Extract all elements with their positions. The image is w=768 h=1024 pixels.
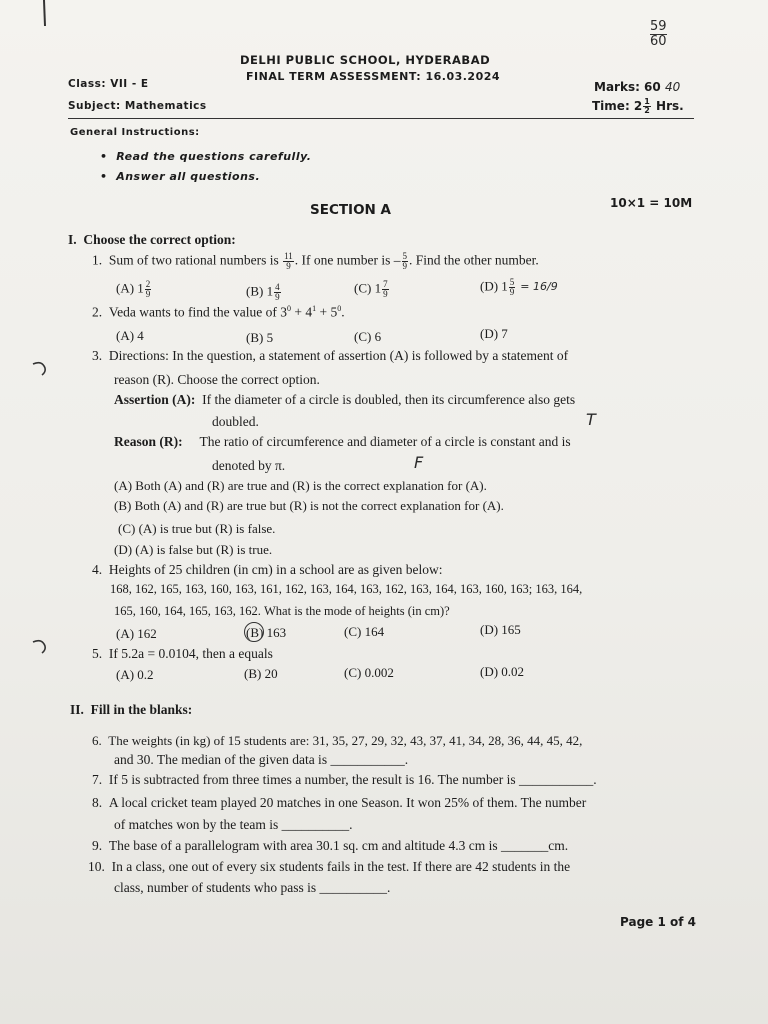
q2-exp-3: 0 — [337, 304, 342, 313]
q5-option-d: (D) 0.02 — [480, 664, 525, 679]
exam-title: FINAL TERM ASSESSMENT: 16.03.2024 — [246, 70, 501, 83]
q1-option-a-label: (A) 1 — [116, 280, 144, 296]
q1-option-c-num: 7 — [383, 279, 388, 289]
q2-option-a: (A) 4 — [116, 328, 144, 343]
q4-question-text: What is the mode of heights (in cm)? — [264, 604, 450, 618]
q1-frac-1-num: 11 — [284, 251, 293, 261]
time-line — [592, 98, 684, 115]
question-10 — [88, 859, 570, 875]
q3-option-a: (A) Both (A) and (R) are true and (R) is the correct explanation for (A). — [114, 478, 487, 493]
q10-num: 10. — [88, 859, 105, 874]
q9-text: The base of a parallelogram with area 30.1 sq. cm and altitude 4.3 cm is _______cm. — [108, 838, 569, 853]
question-7 — [92, 772, 597, 788]
q10-line-1: In a class, one out of every six students fails in the test. If there are 42 students in the — [111, 859, 571, 874]
margin-tick-mark — [30, 358, 52, 378]
q3-option-d: (D) (A) is false but (R) is true. — [114, 542, 273, 557]
q3-handwritten-false: F — [414, 453, 424, 472]
q2-text-2: + 4 — [290, 304, 313, 320]
q2-option-b: (B) 5 — [246, 330, 274, 345]
instruction-1: • Read the questions carefully. — [100, 150, 312, 163]
question-6 — [92, 733, 582, 749]
question-4 — [92, 562, 443, 578]
subject-label: Subject: Mathematics — [68, 100, 207, 112]
q1-option-c-den: 9 — [383, 289, 388, 299]
page-number: Page 1 of 4 — [620, 915, 696, 929]
q2-exp-2: 1 — [312, 304, 317, 313]
q2-text-4: . — [341, 304, 345, 320]
q8-line-2: of matches won by the team is __________. — [114, 817, 353, 832]
section-marks: 10×1 = 10M — [610, 196, 693, 210]
q4-data-line-2-values: 165, 160, 164, 165, 163, 162. — [114, 604, 261, 618]
marks-text: Marks: 60 — [594, 80, 661, 94]
q4-data-line-2 — [114, 604, 450, 619]
q1-num: 1. — [92, 252, 103, 268]
q1-option-a — [116, 280, 152, 299]
q6-num: 6. — [92, 733, 102, 748]
q3-assertion-label: Assertion (A): — [114, 392, 196, 407]
q1-text-a: Sum of two rational numbers is — [108, 252, 279, 268]
question-3 — [92, 348, 568, 364]
q1-frac-2-den: 9 — [402, 261, 408, 271]
q2-option-c: (C) 6 — [354, 329, 382, 344]
score-mark — [650, 20, 667, 49]
instruction-2: • Answer all questions. — [100, 170, 261, 183]
q5-option-b: (B) 20 — [244, 666, 278, 681]
q1-frac-2-num: 5 — [402, 251, 408, 261]
section-title: SECTION A — [310, 202, 392, 218]
q2-exp-1: 0 — [286, 304, 291, 313]
part-1-heading — [68, 232, 236, 248]
q1-option-a-frac — [145, 280, 152, 299]
q4-option-b-circle — [244, 622, 264, 642]
q1-option-d-den: 9 — [509, 287, 515, 297]
q1-text-c: . Find the other number. — [409, 252, 539, 268]
q1-frac-2 — [402, 252, 409, 271]
part-2-heading — [70, 702, 192, 718]
q6-line-2: and 30. The median of the given data is ___________. — [114, 752, 409, 767]
q1-option-c — [354, 280, 390, 299]
q8-num: 8. — [92, 795, 103, 810]
part-1-title: Choose the correct option: — [83, 232, 236, 247]
instruction-2-text: Answer all questions. — [116, 170, 261, 183]
q3-option-b: (B) Both (A) and (R) are true but (R) is not the correct explanation for (A). — [114, 498, 504, 513]
question-2 — [92, 304, 345, 321]
q5-text: If 5.2a = 0.0104, then a equals — [108, 646, 273, 661]
question-8 — [92, 795, 586, 811]
q8-line-1: A local cricket team played 20 matches in one Season. It won 25% of them. The number — [108, 795, 587, 810]
question-5 — [92, 646, 273, 662]
q1-text-b: . If one number is – — [294, 252, 401, 268]
q4-num: 4. — [92, 562, 103, 577]
q1-option-b — [246, 283, 282, 302]
q3-option-c: (C) (A) is true but (R) is false. — [118, 521, 276, 536]
q1-option-c-label: (C) 1 — [354, 280, 382, 296]
question-1 — [92, 252, 539, 271]
header-rule — [68, 118, 694, 119]
q2-text-1: Veda wants to find the value of 3 — [108, 304, 287, 320]
q5-num: 5. — [92, 646, 103, 661]
part-2-num: II. — [70, 702, 84, 717]
q1-option-c-frac — [382, 280, 389, 299]
q1-option-b-den: 9 — [275, 292, 280, 302]
q7-num: 7. — [92, 772, 103, 787]
q1-option-b-num: 4 — [275, 282, 280, 292]
q1-option-b-label: (B) 1 — [246, 283, 274, 299]
q3-line-2: reason (R). Choose the correct option. — [114, 372, 320, 387]
q7-text: If 5 is subtracted from three times a number, the result is 16. The number is ___________. — [108, 772, 597, 787]
q1-option-d-frac — [509, 278, 516, 297]
q3-assertion-text-2: doubled. — [212, 414, 259, 429]
q1-frac-1 — [283, 252, 294, 271]
q3-line-1: Directions: In the question, a statement of assertion (A) is followed by a statement of — [108, 348, 569, 363]
instruction-1-text: Read the questions carefully. — [116, 150, 312, 163]
q4-option-a: (A) 162 — [116, 626, 157, 641]
marks-handwritten: 40 — [664, 80, 681, 94]
q1-handwritten-answer: = 16/9 — [520, 280, 558, 294]
q1-option-d-label: (D) 1 — [480, 278, 508, 294]
time-unit: Hrs. — [656, 99, 684, 113]
school-name: DELHI PUBLIC SCHOOL, HYDERABAD — [240, 53, 491, 67]
q1-option-d — [480, 278, 558, 297]
q3-handwritten-true: T — [586, 410, 596, 429]
q4-data-line-1: 168, 162, 165, 163, 160, 163, 161, 162, 163, 164, 163, 162, 163, 164, 163, 160, 163; 163, 164, — [110, 582, 583, 596]
q2-text-3: + 5 — [316, 304, 338, 320]
marks-line — [594, 80, 680, 94]
corner-mark — [36, 0, 50, 28]
q3-assertion — [114, 392, 575, 408]
q5-option-c: (C) 0.002 — [344, 665, 394, 680]
question-9 — [92, 838, 568, 854]
q4-line-1: Heights of 25 children (in cm) in a school are as given below: — [108, 562, 443, 577]
q3-reason-text-1: The ratio of circumference and diameter of a circle is constant and is — [199, 434, 571, 449]
q1-frac-1-den: 9 — [286, 261, 291, 271]
q4-option-d: (D) 165 — [480, 622, 521, 637]
q1-option-d-num: 5 — [509, 277, 515, 287]
margin-tick-mark-2 — [30, 636, 52, 656]
q4-option-b: (B) 163 — [246, 625, 287, 640]
time-fraction-den: 2 — [644, 106, 650, 115]
time-fraction-num: 1 — [644, 97, 650, 106]
q2-option-d: (D) 7 — [480, 326, 508, 341]
time-fraction — [643, 98, 651, 115]
q3-num: 3. — [92, 348, 103, 363]
class-label: Class: VII - E — [68, 78, 149, 90]
instructions-title: General Instructions: — [70, 127, 200, 138]
q10-line-2: class, number of students who pass is __________. — [114, 880, 391, 895]
q2-num: 2. — [92, 304, 103, 320]
q3-reason-label: Reason (R): — [114, 434, 183, 449]
score-total: 60 — [650, 34, 667, 49]
q4-option-c: (C) 164 — [344, 624, 385, 639]
q3-reason-text-2: denoted by π. — [212, 458, 286, 473]
q9-num: 9. — [92, 838, 103, 853]
score-obtained: 59 — [650, 19, 667, 34]
q5-option-a: (A) 0.2 — [116, 667, 154, 682]
q1-option-b-frac — [274, 283, 281, 302]
q3-reason — [114, 434, 571, 450]
q1-option-a-den: 9 — [145, 289, 151, 299]
time-text: Time: 2 — [592, 99, 643, 113]
q1-option-a-num: 2 — [145, 279, 151, 289]
q3-assertion-text-1: If the diameter of a circle is doubled, then its circumference also gets — [202, 392, 576, 407]
part-2-title: Fill in the blanks: — [90, 702, 193, 717]
part-1-num: I. — [68, 232, 77, 247]
q6-line-1: The weights (in kg) of 15 students are: 31, 35, 27, 29, 32, 43, 37, 41, 34, 28, 36, 44, 45, 42, — [108, 733, 583, 748]
